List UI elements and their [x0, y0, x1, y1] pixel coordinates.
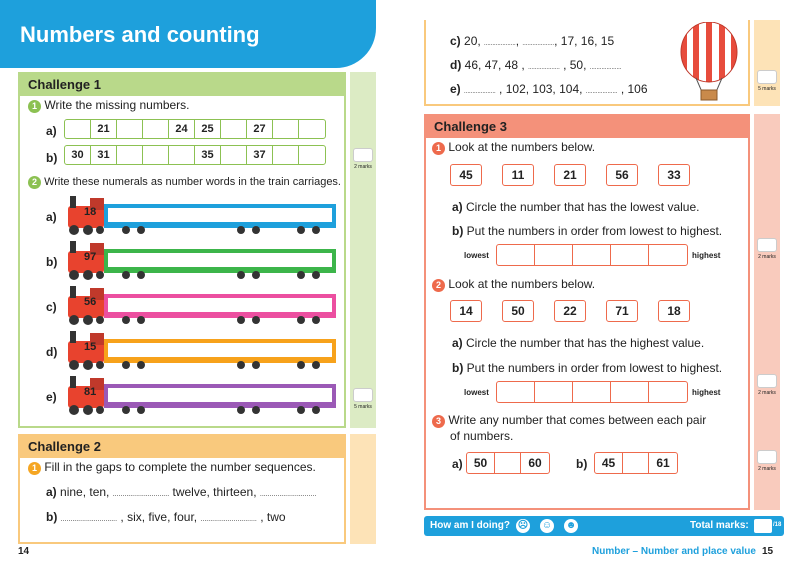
grid-cell: 21	[91, 120, 117, 138]
grid-cell: 31	[91, 146, 117, 164]
order-row-2: lowest highest	[464, 381, 720, 403]
number-box[interactable]: 11	[502, 164, 534, 186]
order-grid-2[interactable]	[496, 381, 688, 403]
train-number: 15	[84, 341, 97, 353]
c3-q1-a: a) Circle the number that has the lowest value.	[452, 200, 700, 214]
sad-face-icon[interactable]: ☹	[517, 520, 529, 531]
progress-bar: How am I doing? ☹ ☺ ☻ Total marks: /18	[424, 516, 784, 536]
grid-cell[interactable]	[169, 146, 195, 164]
question-1: 1 Write the missing numbers.	[28, 98, 190, 113]
number-set-1	[450, 164, 690, 186]
grid-cell[interactable]	[143, 146, 169, 164]
grid-cell[interactable]	[143, 120, 169, 138]
hot-air-balloon-icon	[676, 22, 742, 104]
c2-question-1: 1 Fill in the gaps to complete the number sequences.	[28, 460, 316, 475]
number-box[interactable]: 56	[606, 164, 638, 186]
sequence-d: d) 46, 47, 48 , ................... , 50, ...................	[450, 58, 622, 72]
number-box[interactable]: 14	[450, 300, 482, 322]
number-box[interactable]: 22	[554, 300, 586, 322]
train-icon	[66, 196, 336, 236]
number-box[interactable]: 21	[554, 164, 586, 186]
sequence-e: e) ................... , 102, 103, 104, ................... , 106	[450, 82, 648, 96]
marks-box[interactable]	[757, 450, 777, 464]
grid-cell[interactable]	[273, 146, 299, 164]
c3-question-1: 1 Look at the numbers below.	[432, 140, 595, 155]
question-2: 2 Write these numerals as number words in the train carriages.	[28, 176, 341, 189]
train-number: 56	[84, 296, 97, 308]
number-grid-b[interactable]	[64, 145, 326, 165]
train-label: b)	[46, 255, 58, 269]
marks-box[interactable]	[353, 388, 373, 402]
number-box[interactable]: 71	[606, 300, 638, 322]
between-pair-a[interactable]: 50 60	[466, 452, 550, 474]
train-label: a)	[46, 210, 57, 224]
c3-q2-b: b) Put the numbers in order from lowest to highest.	[452, 361, 723, 375]
grid-cell[interactable]	[117, 120, 143, 138]
train-number: 81	[84, 386, 97, 398]
grid-cell: 35	[195, 146, 221, 164]
challenge1-marks-strip: 2 marks 5 marks	[350, 72, 376, 428]
train-icon	[66, 331, 336, 371]
grid-cell[interactable]	[221, 146, 247, 164]
grid-cell: 25	[195, 120, 221, 138]
number-box[interactable]: 33	[658, 164, 690, 186]
marks-box[interactable]	[757, 374, 777, 388]
marks-box[interactable]	[353, 148, 373, 162]
number-grid-a[interactable]	[64, 119, 326, 139]
number-set-2	[450, 300, 690, 322]
happy-face-icon[interactable]: ☻	[565, 520, 577, 531]
train-label: e)	[46, 390, 57, 404]
grid-cell[interactable]	[299, 120, 325, 138]
marks-box[interactable]	[757, 238, 777, 252]
page-title: Numbers and counting	[20, 22, 260, 47]
c3-q1-b: b) Put the numbers in order from lowest to highest.	[452, 224, 723, 238]
number-box[interactable]: 45	[450, 164, 482, 186]
sequence-a: a) nine, ten, ............................. twelve, thirteen, .............................	[46, 485, 317, 499]
train-number: 18	[84, 206, 97, 218]
c3-q2-a: a) Circle the number that has the highest value.	[452, 336, 705, 350]
neutral-face-icon[interactable]: ☺	[541, 520, 553, 531]
total-marks-box[interactable]	[754, 519, 772, 533]
grid-cell: 27	[247, 120, 273, 138]
grid-cell[interactable]	[299, 146, 325, 164]
between-pair-b[interactable]: 45 61	[594, 452, 678, 474]
c3-question-2: 2 Look at the numbers below.	[432, 277, 595, 292]
grid-cell[interactable]	[65, 120, 91, 138]
number-box[interactable]: 50	[502, 300, 534, 322]
c3-question-3: 3 Write any number that comes between each pair	[432, 413, 706, 428]
grid-cell[interactable]	[273, 120, 299, 138]
grid-cell[interactable]	[117, 146, 143, 164]
page-number-left: 14	[18, 546, 30, 557]
challenge2-header: Challenge 2	[20, 436, 344, 458]
page-number-right: 15	[762, 546, 774, 557]
grid-cell: 37	[247, 146, 273, 164]
marks-box[interactable]	[757, 70, 777, 84]
challenge2-marks-strip	[350, 434, 376, 544]
footer-title: Number – Number and place value	[592, 546, 756, 557]
sequences-marks-strip: 5 marks	[754, 20, 780, 106]
grid-cell: 24	[169, 120, 195, 138]
challenge3-marks-strip: 2 marks 2 marks 2 marks	[754, 114, 780, 510]
order-row-1: lowest highest	[464, 244, 720, 266]
challenge3-header: Challenge 3	[426, 116, 748, 138]
grid-cell: 30	[65, 146, 91, 164]
order-grid-1[interactable]	[496, 244, 688, 266]
grid-cell[interactable]	[221, 120, 247, 138]
title-banner	[0, 0, 376, 68]
challenge1-header: Challenge 1	[20, 74, 344, 96]
train-icon	[66, 241, 336, 281]
train-number: 97	[84, 251, 97, 263]
train-label: c)	[46, 300, 57, 314]
train-icon	[66, 376, 336, 416]
sequence-b: b) ............................. , six, five, four, ............................. , two	[46, 510, 286, 524]
train-icon	[66, 286, 336, 326]
number-box[interactable]: 18	[658, 300, 690, 322]
train-label: d)	[46, 345, 58, 359]
sequence-c: c) 20, ..................., ..................., 17, 16, 15	[450, 34, 615, 48]
